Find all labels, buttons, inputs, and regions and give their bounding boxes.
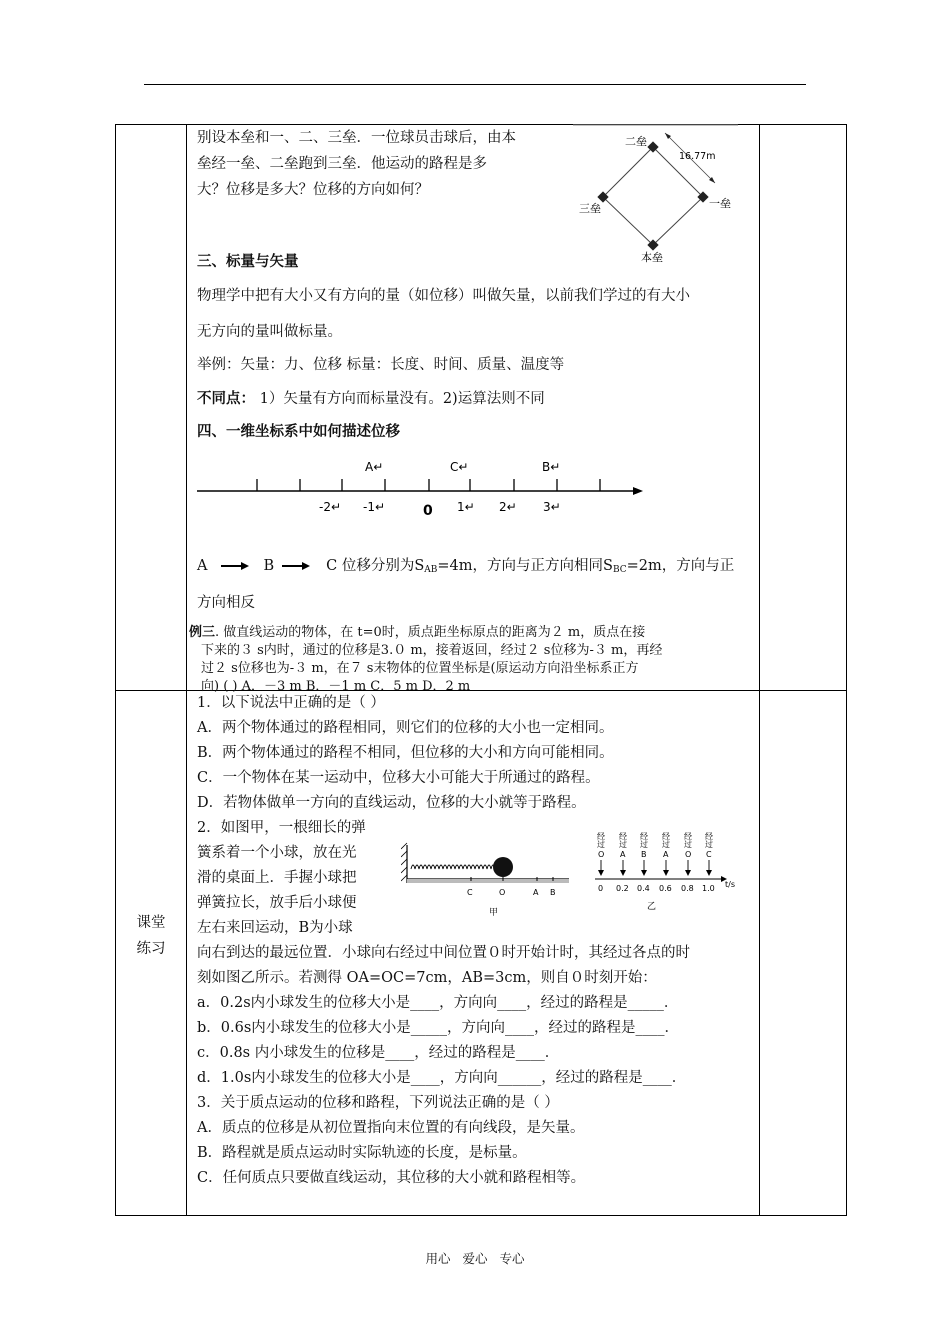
point-label: A [620,850,626,859]
point-A-label: A↵ [365,460,384,474]
pass-label: 经过 [704,832,714,848]
pass-label: 经过 [618,832,628,848]
difference-line [197,386,545,412]
difference-text: 1）矢量有方向而标量没有。2)运算法则不同 [255,391,545,407]
tick-label: 0 [423,503,433,519]
q2-line: 滑的桌面上．手握小球把 [197,870,357,886]
content-cell-practice [187,691,760,1216]
displacement-text: C 位移分别为S [326,558,425,574]
point-label: A [663,850,669,859]
problem-line: 垒经一垒、二垒跑到三垒．他运动的路程是多 [197,156,487,172]
problem-line: 别设本垒和一、二、三垒．一位球员击球后，由本 [197,130,516,146]
baseball-diamond-figure [573,123,753,263]
lesson-table [115,124,847,1216]
page-footer: 用心 爱心 专心 [425,1251,525,1266]
q2-subquestion: b．0.6s内小球发生的位移大小是_____，方向向____，经过的路程是____． [197,1020,680,1036]
q2-line: 左右来回运动，B为小球 [197,920,353,936]
tick-label: 1↵ [457,500,475,514]
figure-caption-yi: 乙 [647,902,657,912]
time-label: 0.4 [637,884,650,893]
right-arrow-icon [213,560,257,572]
pass-label: 经过 [661,832,671,848]
q1-option: B．两个物体通过的路程不相同，但位移的大小和方向可能相同。 [197,745,614,761]
displacement-line [197,553,734,583]
difference-label: 不同点： [197,391,255,407]
header-rule [144,84,806,85]
side-length-label: 16.77m [679,151,716,162]
number-line-figure [187,455,657,525]
q3-line: 3．关于质点运动的位移和路程，下列说法正确的是（ ） [197,1095,559,1111]
right-arrow-icon [278,560,322,572]
pos-label: B [550,888,556,897]
pass-label: 经过 [639,832,649,848]
point-C-label: C↵ [450,460,469,474]
pass-label: 经过 [596,832,606,848]
pos-label: C [467,888,473,897]
q3-option: A．质点的位移是从初位置指向末位置的有向线段，是矢量。 [197,1120,585,1136]
time-label: 0.2 [616,884,629,893]
q2-line: 2．如图甲，一根细长的弹 [197,820,366,836]
q2-line: 刻如图乙所示。若测得 OA=OC=7cm，AB=3cm，则自０时刻开始： [197,970,657,986]
point-label: O [685,850,692,859]
spring-ball-figure-jia [401,831,587,921]
point-B-text: B [263,558,275,574]
first-base-label: 一垒 [709,197,731,210]
q3-option: C．任何质点只要做直线运动，其位移的大小就和路程相等。 [197,1170,586,1186]
home-plate-label: 本垒 [641,251,663,263]
q2-line: 弹簧拉长，放手后小球便 [197,895,357,911]
subscript-ab: AB [424,565,438,575]
pass-label: 经过 [683,832,693,848]
tick-label: 2↵ [499,500,517,514]
example3-label: 例三 [189,625,216,640]
figure-caption-jia: 甲 [489,908,499,918]
practice-label: 练习 [136,941,166,957]
q1-option: D．若物体做单一方向的直线运动，位移的大小就等于路程。 [197,795,586,811]
second-base-label: 二垒 [625,135,647,148]
examples-line: 举例：矢量：力、位移 标量：长度、时间、质量、温度等 [197,357,565,373]
pos-label: O [499,888,506,897]
notes-cell-empty [760,125,847,691]
content-cell-top [187,125,760,694]
example3-line: 过２ s位移也为-３ m，在７ s末物体的位置坐标是(原运动方向沿坐标系正方 [201,661,639,676]
pos-label: A [533,888,539,897]
q1-line: 1．以下说法中正确的是（ ） [197,695,385,711]
q2-subquestion: d．1.0s内小球发生的位移大小是____，方向向______，经过的路程是____． [197,1070,687,1086]
example3-line: 下来的３ s内时，通过的位移是3.０ m，接着返回，经过２ s位移为-３ m，再经 [201,643,663,658]
tick-label: -1↵ [363,500,386,514]
tick-label: -2↵ [319,500,342,514]
point-label: O [598,850,605,859]
third-base-label: 三垒 [579,202,601,215]
q2-line: 簧系着一个小球，放在光 [197,845,357,861]
heading-1d-coordinates: 四、一维坐标系中如何描述位移 [197,424,400,440]
q2-line: 向右到达的最远位置．小球向右经过中间位置０时开始计时，其经过各点的时 [197,945,690,961]
displacement-line-2: 方向相反 [197,595,255,611]
time-label: 0 [598,884,604,893]
example3-line: 向) ( ) A．－3 m B．－1 m C．5 m D．2 m [201,679,471,694]
example3-line [189,623,645,643]
q1-option: A．两个物体通过的路程相同，则它们的位移的大小也一定相同。 [197,720,614,736]
point-A-text: A [197,558,208,574]
q3-option: B．路程就是质点运动时实际轨迹的长度，是标量。 [197,1145,527,1161]
label-cell-empty [116,125,187,691]
time-label: 0.6 [659,884,672,893]
q2-subquestion: c．0.8s 内小球发生的位移是____，经过的路程是____． [197,1045,560,1061]
q2-subquestion: a．0.2s内小球发生的位移大小是____，方向向____，经过的路程是_____． [197,995,679,1011]
point-label: B [641,850,647,859]
time-label: 1.0 [702,884,715,893]
vector-definition-line: 物理学中把有大小又有方向的量（如位移）叫做矢量，以前我们学过的有大小 [197,288,690,304]
subscript-bc: BC [612,565,627,575]
displacement-text: =4m，方向与正方向相同S [437,558,613,574]
timeline-figure-yi [595,823,755,913]
q1-option: C．一个物体在某一运动中，位移大小可能大于所通过的路程。 [197,770,600,786]
time-label: 0.8 [681,884,694,893]
example3-text: . 做直线运动的物体，在 t=0时，质点距坐标原点的距离为２ m，质点在接 [215,625,646,640]
practice-label-cell [116,691,187,1216]
point-label: C [706,850,712,859]
vector-definition-line: 无方向的量叫做标量。 [197,324,342,340]
practice-label: 课堂 [136,915,166,931]
displacement-text: =2m，方向与正 [626,558,735,574]
notes-cell-empty [760,691,847,1216]
point-B-label: B↵ [542,460,561,474]
heading-scalar-vector: 三、标量与矢量 [197,254,299,270]
time-unit-label: t/s [725,880,735,889]
problem-line: 大？位移是多大？位移的方向如何？ [197,182,429,198]
tick-label: 3↵ [543,500,561,514]
